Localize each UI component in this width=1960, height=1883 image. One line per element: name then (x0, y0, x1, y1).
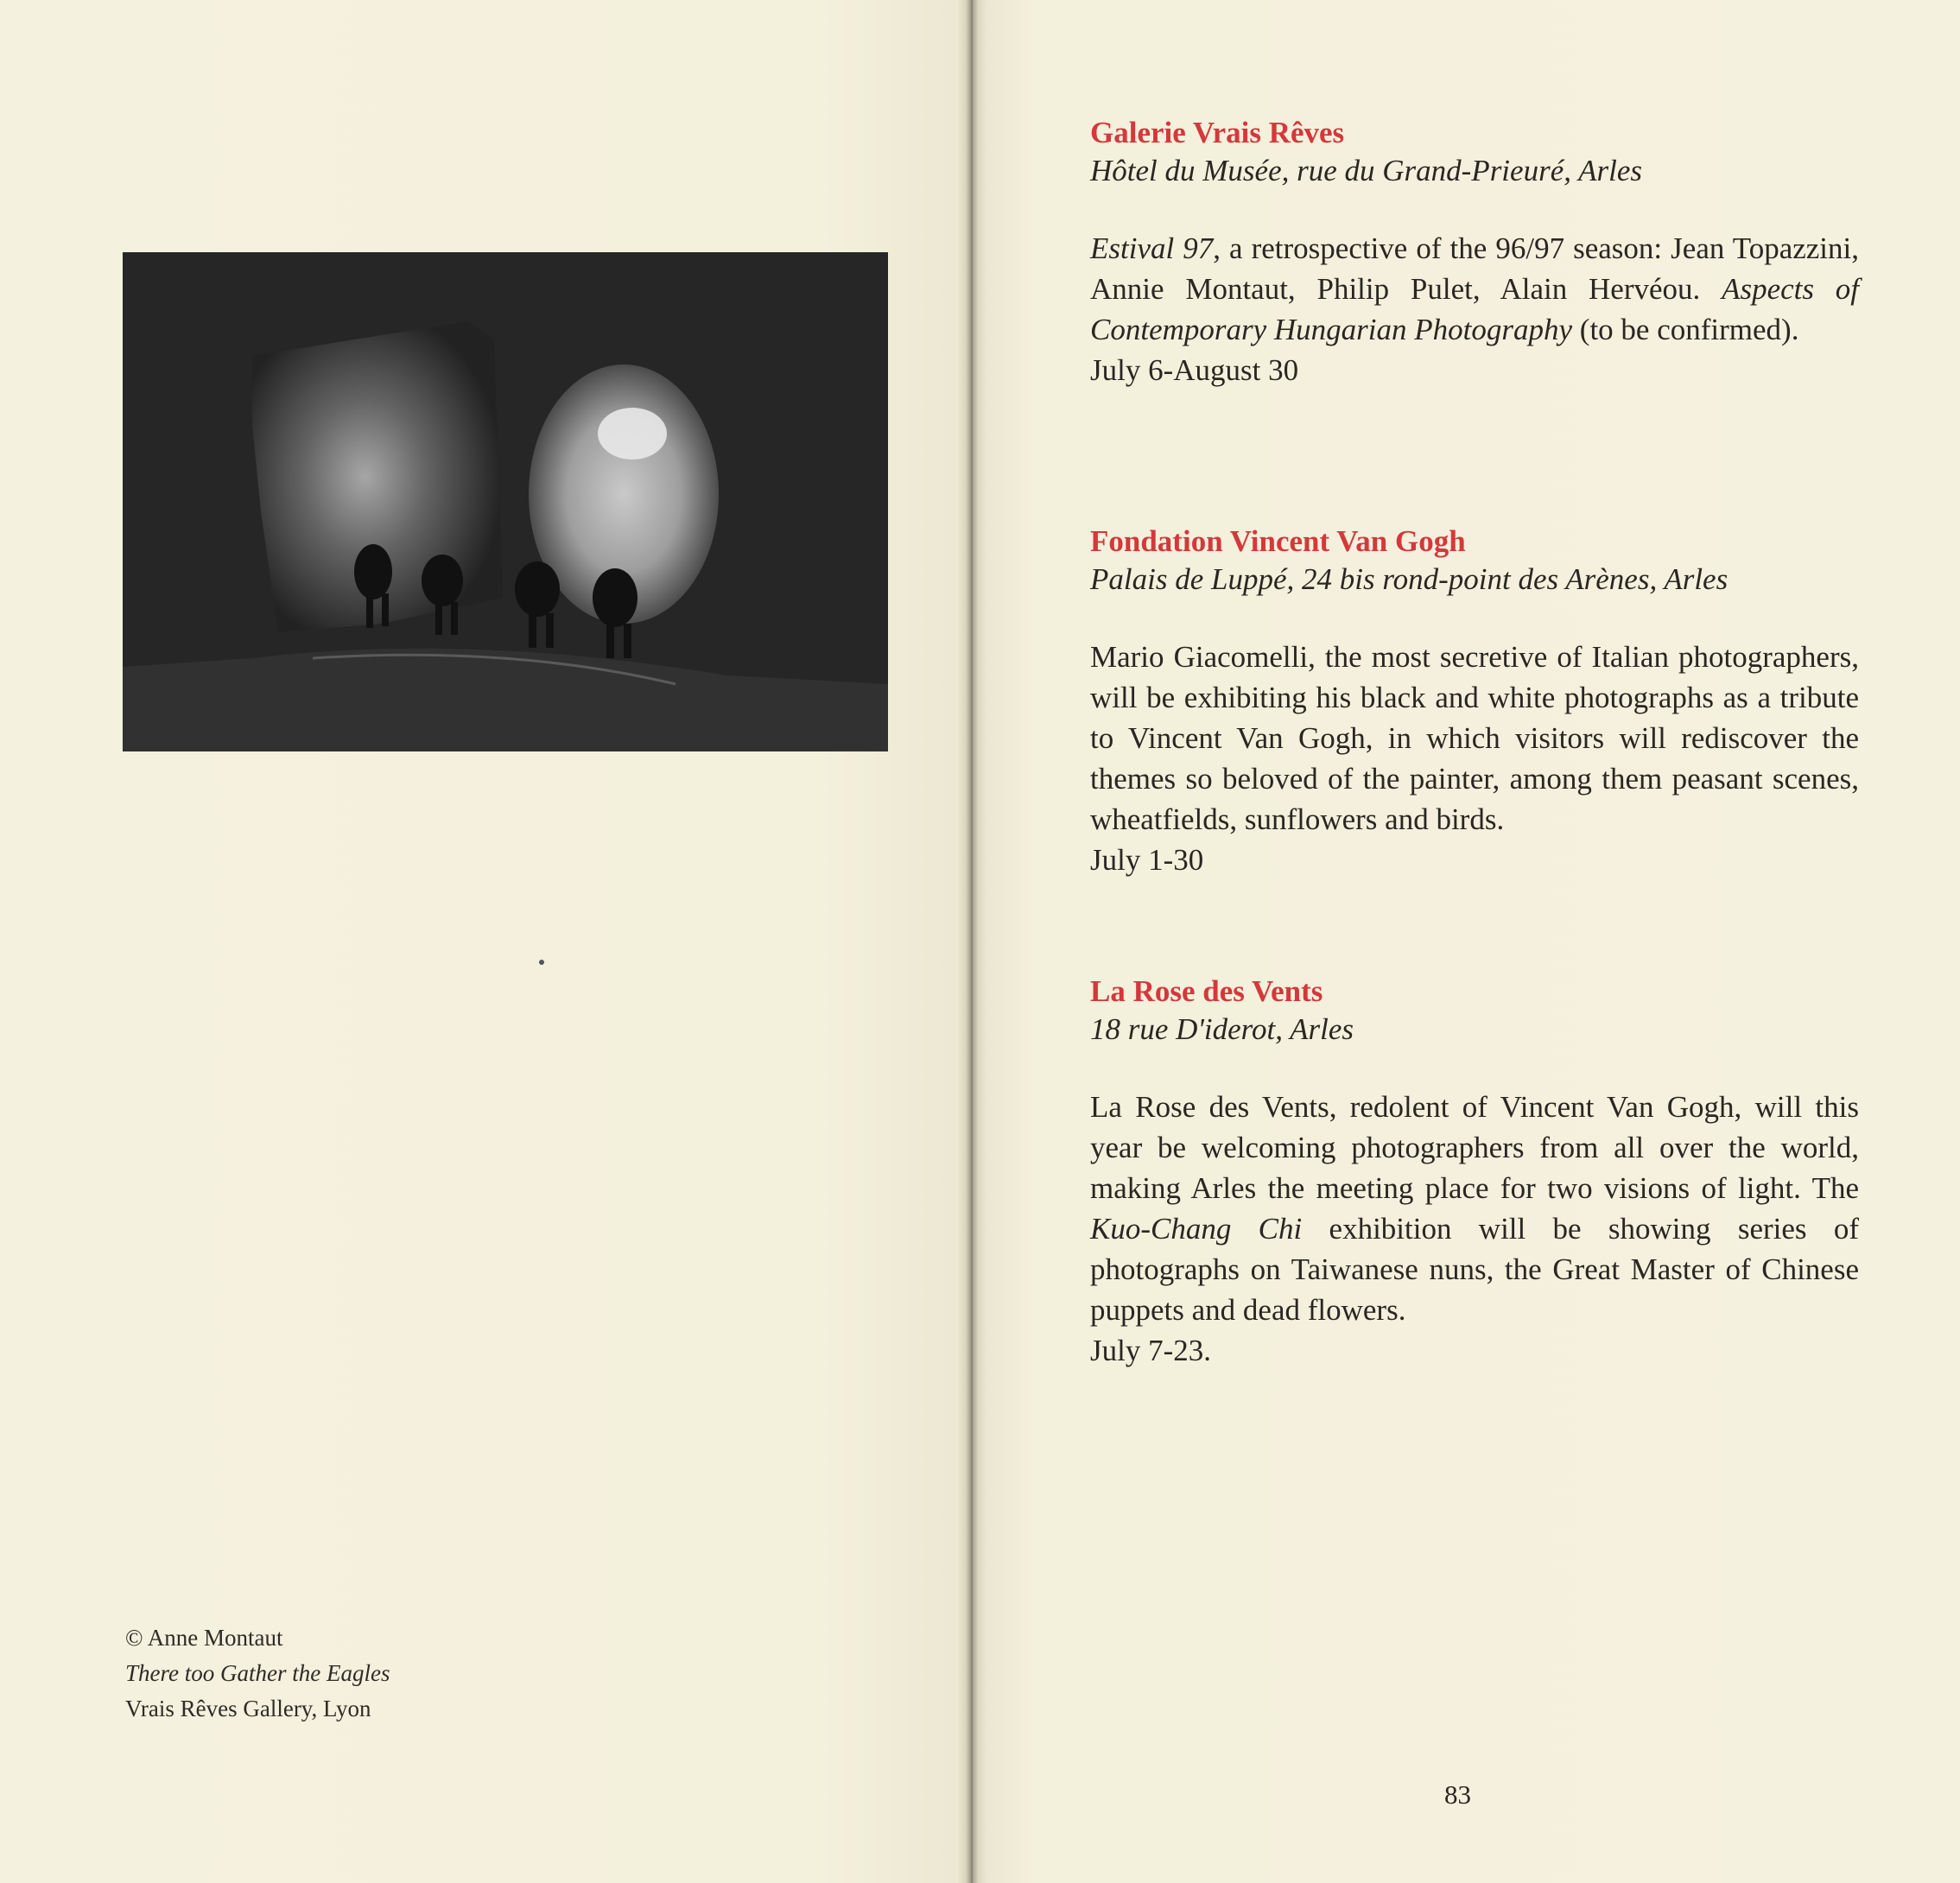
entry-body-part: (to be confirmed). (1572, 313, 1799, 346)
photograph (123, 252, 888, 751)
entry-date: July 1-30 (1090, 843, 1204, 877)
entry-body (1090, 637, 1859, 840)
entry-fondation-van-gogh (1090, 523, 1859, 880)
entry-date: July 6-August 30 (1090, 353, 1299, 387)
entry-galerie-vrais-reves (1090, 114, 1859, 390)
caption-credit: © Anne Montaut (125, 1625, 283, 1651)
book-gutter (957, 0, 986, 1883)
entry-address: Hôtel du Musée, rue du Grand-Prieuré, Arles (1090, 154, 1642, 187)
entry-body-part: Aspects of Contemporary Hungarian Photography (1090, 272, 1859, 346)
entry-body-part: Mario Giacomelli, the most secretive of Italian photographers, will be exhibiting his black and white photographs as a tribute to Vincent Van Gogh, in which visitors will rediscover the themes so beloved of the painter, among them peasant scenes, wheatfields, sunflowers and birds. (1090, 640, 1859, 836)
stray-mark (539, 960, 544, 965)
photograph-icon (123, 252, 888, 751)
entry-address: 18 rue D'iderot, Arles (1090, 1012, 1354, 1046)
entry-title: Galerie Vrais Rêves (1090, 116, 1345, 149)
entry-body (1090, 1087, 1859, 1330)
entry-body-part: , a retrospective of the 96/97 season: Jean Topazzini, Annie Montaut, Philip Pulet, Alain Hervéou. (1090, 231, 1859, 306)
entry-body-part: exhibition will be showing series of photographs on Taiwanese nuns, the Great Master of Chinese puppets and dead flowers. (1090, 1212, 1859, 1327)
entry-body-part: La Rose des Vents, redolent of Vincent Van Gogh, will this year be welcoming photographers from all over the world, making Arles the meeting place for two visions of light. The (1090, 1090, 1859, 1205)
entry-body-part: Estival 97 (1090, 231, 1214, 265)
caption-title: There too Gather the Eagles (125, 1660, 390, 1686)
caption-venue: Vrais Rêves Gallery, Lyon (125, 1696, 371, 1721)
entry-date: July 7-23. (1090, 1334, 1211, 1367)
page-number: 83 (1444, 1779, 1471, 1810)
entry-address: Palais de Luppé, 24 bis rond-point des Arènes, Arles (1090, 562, 1728, 596)
photo-caption (125, 1620, 390, 1727)
entry-title: Fondation Vincent Van Gogh (1090, 524, 1466, 558)
entry-body-part: Kuo-Chang Chi (1090, 1212, 1303, 1246)
entry-la-rose-des-vents (1090, 973, 1859, 1371)
entry-title: La Rose des Vents (1090, 974, 1323, 1008)
entry-body (1090, 228, 1859, 350)
